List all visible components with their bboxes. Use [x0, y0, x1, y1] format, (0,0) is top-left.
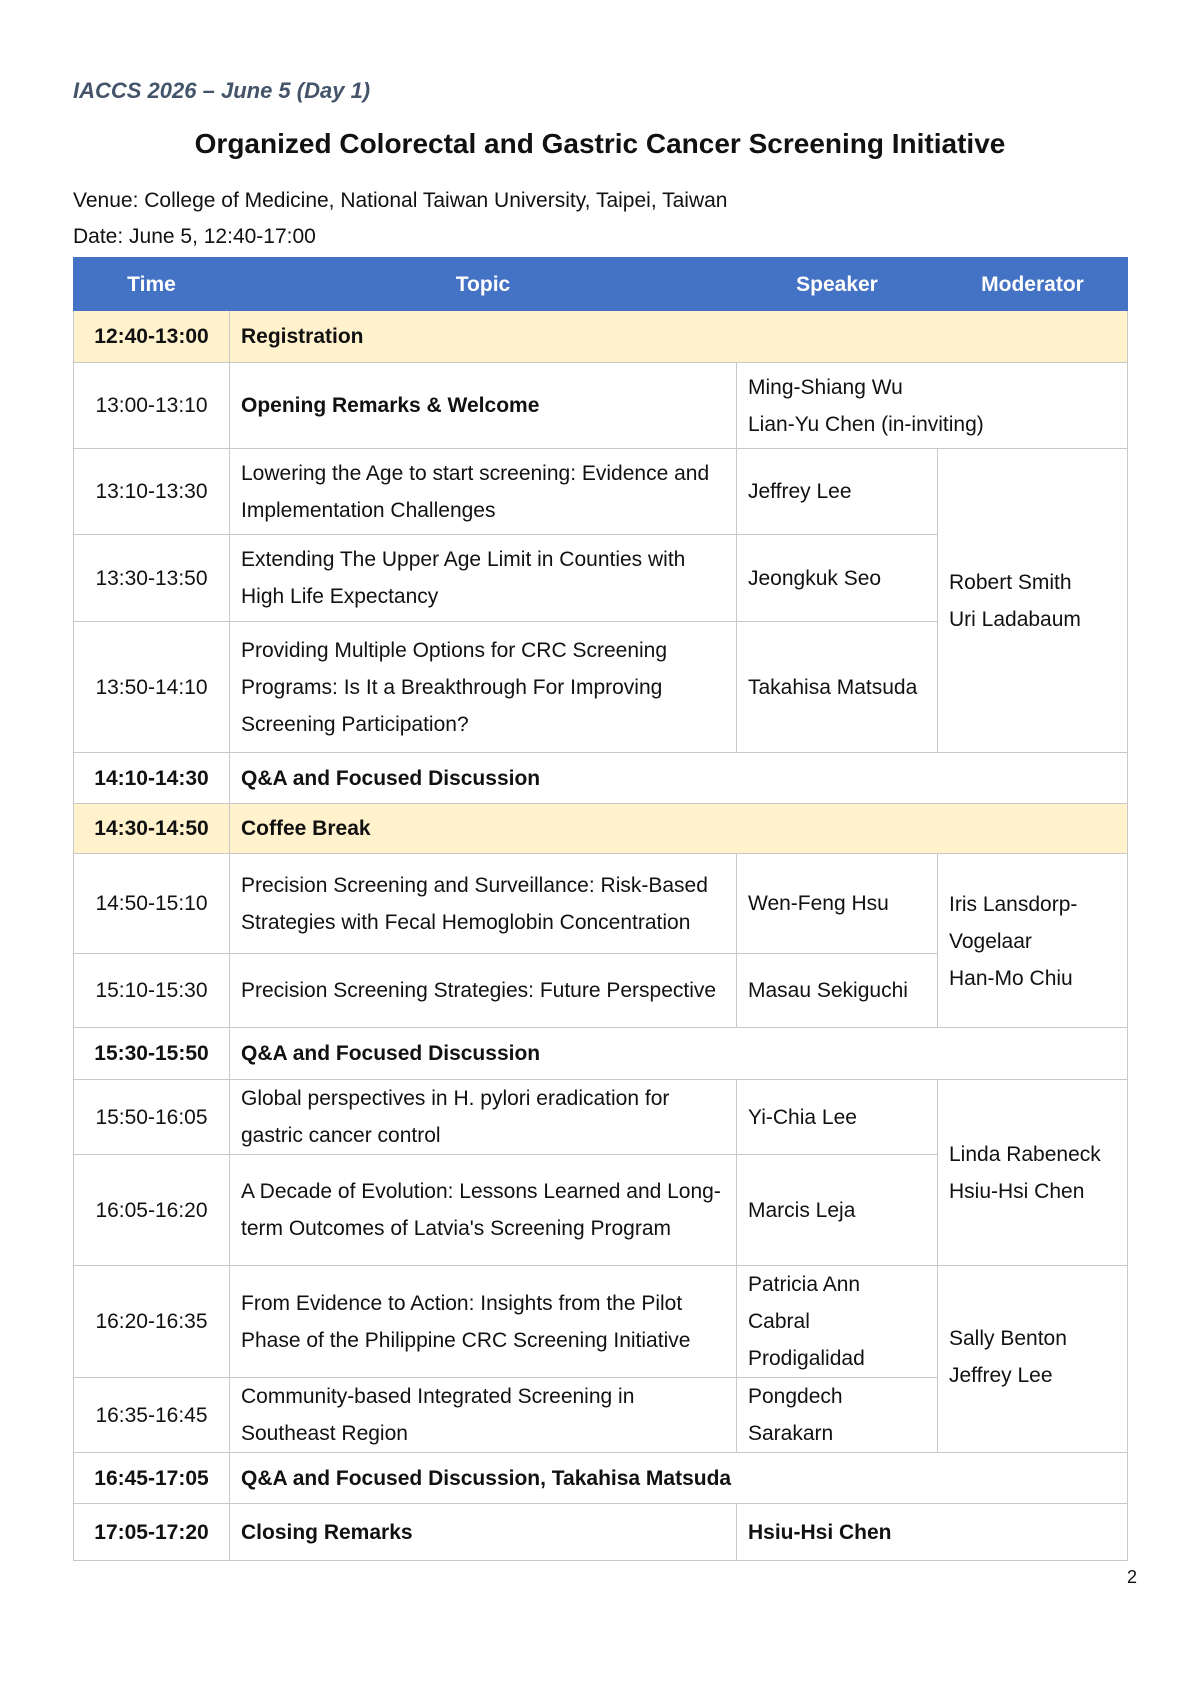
session-speaker: Patricia Ann Cabral Prodigalidad	[737, 1266, 938, 1378]
session-speaker: Marcis Leja	[737, 1155, 938, 1266]
table-row	[74, 449, 1128, 535]
speaker-name: Lian-Yu Chen (in-inviting)	[748, 412, 984, 436]
moderator-name: Iris Lansdorp-Vogelaar	[949, 893, 1078, 953]
table-row	[74, 1453, 1128, 1504]
event-label: IACCS 2026 – June 5 (Day 1)	[73, 78, 371, 103]
schedule-table	[73, 257, 1128, 1561]
session-time: 15:30-15:50	[74, 1028, 230, 1080]
session-time: 15:50-16:05	[74, 1080, 230, 1155]
session-topic: Q&A and Focused Discussion, Takahisa Matsuda	[230, 1453, 1128, 1504]
session-time: 12:40-13:00	[74, 311, 230, 363]
session-time: 15:10-15:30	[74, 954, 230, 1028]
table-row	[74, 1028, 1128, 1080]
session-time: 14:30-14:50	[74, 804, 230, 854]
session-topic: Community-based Integrated Screening in Southeast Region	[230, 1378, 737, 1453]
moderator-name: Sally Benton	[949, 1327, 1067, 1350]
session-topic: Precision Screening Strategies: Future Perspective	[230, 954, 737, 1028]
table-header-row	[74, 258, 1128, 311]
session-speaker: Jeongkuk Seo	[737, 535, 938, 622]
session-speakers	[737, 363, 1128, 449]
session-speaker: Jeffrey Lee	[737, 449, 938, 535]
session-topic: Q&A and Focused Discussion	[230, 753, 1128, 804]
session-time: 16:05-16:20	[74, 1155, 230, 1266]
column-header-time: Time	[74, 258, 230, 311]
session-time: 16:45-17:05	[74, 1453, 230, 1504]
session-speaker: Pongdech Sarakarn	[737, 1378, 938, 1453]
session-speaker: Hsiu-Hsi Chen	[737, 1504, 1128, 1561]
session-time: 16:35-16:45	[74, 1378, 230, 1453]
session-speaker: Masau Sekiguchi	[737, 954, 938, 1028]
moderator-name: Han-Mo Chiu	[949, 967, 1073, 990]
page-title: Organized Colorectal and Gastric Cancer Screening Initiative	[194, 128, 1006, 159]
date-line: Date: June 5, 12:40-17:00	[73, 225, 316, 248]
session-speaker: Yi-Chia Lee	[737, 1080, 938, 1155]
session-topic: Global perspectives in H. pylori eradication for gastric cancer control	[230, 1080, 737, 1155]
moderator-name: Linda Rabeneck	[949, 1143, 1101, 1166]
session-time: 16:20-16:35	[74, 1266, 230, 1378]
session-time: 13:00-13:10	[74, 363, 230, 449]
table-row	[74, 854, 1128, 954]
session-topic: A Decade of Evolution: Lessons Learned and Long-term Outcomes of Latvia's Screening Program	[230, 1155, 737, 1266]
table-row	[74, 753, 1128, 804]
column-header-moderator: Moderator	[938, 258, 1128, 311]
session-topic: Coffee Break	[230, 804, 1128, 854]
session-speaker: Takahisa Matsuda	[737, 622, 938, 753]
column-header-speaker: Speaker	[737, 258, 938, 311]
session-time: 13:10-13:30	[74, 449, 230, 535]
page-number: 2	[1127, 1567, 1138, 1587]
column-header-topic: Topic	[230, 258, 737, 311]
session-moderators	[938, 1266, 1128, 1453]
table-row	[74, 804, 1128, 854]
session-time: 13:30-13:50	[74, 535, 230, 622]
session-topic: Opening Remarks & Welcome	[230, 363, 737, 449]
table-row	[74, 363, 1128, 449]
session-moderators	[938, 1080, 1128, 1266]
venue-line: Venue: College of Medicine, National Taiwan University, Taipei, Taiwan	[73, 189, 728, 212]
moderator-name: Hsiu-Hsi Chen	[949, 1180, 1085, 1203]
session-moderators	[938, 854, 1128, 1028]
moderator-name: Jeffrey Lee	[949, 1364, 1053, 1387]
session-topic: From Evidence to Action: Insights from the Pilot Phase of the Philippine CRC Screening Initiative	[230, 1266, 737, 1378]
session-topic: Q&A and Focused Discussion	[230, 1028, 1128, 1080]
table-row	[74, 311, 1128, 363]
session-topic: Precision Screening and Surveillance: Risk-Based Strategies with Fecal Hemoglobin Concentration	[230, 854, 737, 954]
speaker-name: Ming-Shiang Wu	[748, 375, 903, 399]
table-row	[74, 1080, 1128, 1155]
session-topic: Providing Multiple Options for CRC Screening Programs: Is It a Breakthrough For Improving Screening Participation?	[230, 622, 737, 753]
moderator-name: Robert Smith	[949, 570, 1072, 594]
session-topic: Closing Remarks	[230, 1504, 737, 1561]
session-moderators	[938, 449, 1128, 753]
table-row	[74, 1266, 1128, 1378]
session-time: 14:50-15:10	[74, 854, 230, 954]
session-time: 13:50-14:10	[74, 622, 230, 753]
session-topic: Lowering the Age to start screening: Evidence and Implementation Challenges	[230, 449, 737, 535]
session-speaker: Wen-Feng Hsu	[737, 854, 938, 954]
table-row	[74, 1504, 1128, 1561]
session-topic: Extending The Upper Age Limit in Counties with High Life Expectancy	[230, 535, 737, 622]
session-time: 14:10-14:30	[74, 753, 230, 804]
moderator-name: Uri Ladabaum	[949, 607, 1081, 631]
session-topic: Registration	[230, 311, 1128, 363]
session-time: 17:05-17:20	[74, 1504, 230, 1561]
